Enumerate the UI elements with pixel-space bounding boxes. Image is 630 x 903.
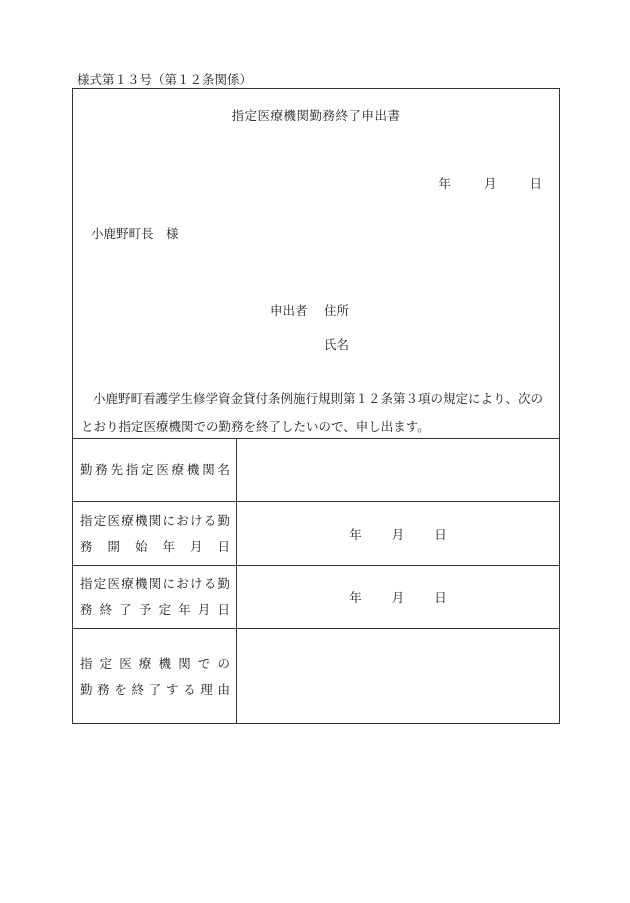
- start-date-field[interactable]: [237, 502, 559, 565]
- end-date-month: 月: [391, 590, 405, 605]
- applicant-address-label: 住所: [324, 303, 350, 318]
- start-date-year: 年: [349, 526, 362, 542]
- details-table: [73, 438, 559, 724]
- start-date-day: 日: [434, 526, 447, 542]
- form-number: 様式第１３号（第１２条関係）: [77, 72, 253, 87]
- table-row: [73, 566, 559, 629]
- reason-field[interactable]: [237, 629, 559, 724]
- end-date-day: 日: [434, 590, 447, 605]
- date-month: 月: [483, 176, 497, 191]
- table-row: [73, 502, 559, 566]
- start-date-label: 指定医療機関における勤 務開始年月日: [73, 502, 237, 565]
- date-year: 年: [438, 176, 451, 191]
- form-title: 指定医療機関勤務終了申出書: [231, 108, 401, 123]
- institution-name-label: 勤務先指定医療機関名: [73, 439, 237, 501]
- body-text: 小鹿野町看護学生修学資金貸付条例施行規則第１２条第３項の規定により、次のとおり指定医療機関での勤務を終了したいので、申し出ます。: [81, 391, 544, 434]
- end-date-year: 年: [349, 590, 362, 605]
- reason-label: 指定医療機関での 勤務を終了する理由: [73, 629, 237, 724]
- end-date-label: 指定医療機関における勤 務終了予定年月日: [73, 566, 237, 628]
- applicant-label: 申出者: [270, 303, 308, 318]
- addressee: 小鹿野町長 様: [91, 226, 179, 241]
- table-row: [73, 439, 559, 502]
- application-form: [72, 88, 560, 724]
- start-date-month: 月: [391, 526, 405, 542]
- end-date-field[interactable]: [237, 566, 559, 628]
- table-row: [73, 629, 559, 724]
- submission-date: [438, 174, 542, 192]
- institution-name-field[interactable]: [237, 439, 559, 501]
- applicant-name-label: 氏名: [324, 337, 350, 352]
- date-day: 日: [529, 176, 542, 191]
